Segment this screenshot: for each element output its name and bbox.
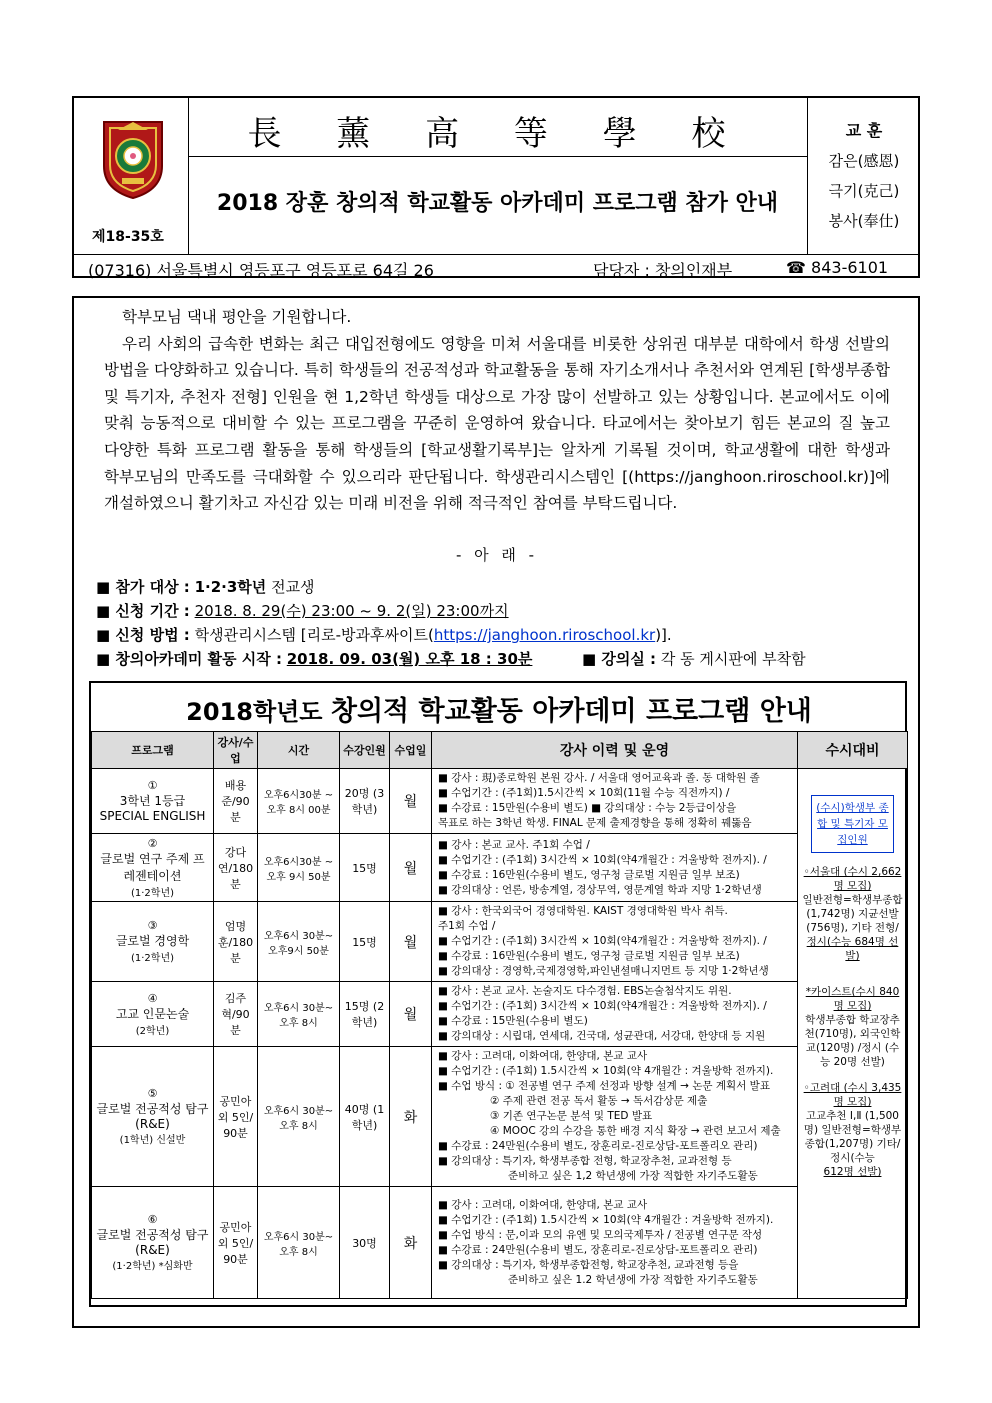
description-line: ■ 수강료 : 24만원(수용비 별도, 장훈리로-진로상담-포트폴리오 관리) <box>438 1140 758 1152</box>
description-line: ■ 강의대상 : 경영학,국제경영학,파인낸셜매니지먼트 등 지망 1·2학년생 <box>438 965 769 977</box>
header-capacity: 수강인원 <box>340 732 390 769</box>
program-box <box>89 681 907 1307</box>
description-line: ■ 강사 : 한국외국어 경영대학원. KAIST 경영대학원 박사 취득. <box>438 905 728 917</box>
start-label: ■ 창의아카데미 활동 시작 : <box>96 650 282 668</box>
header-description: 강사 이력 및 운영 <box>432 732 798 769</box>
day-cell: 월 <box>390 902 432 982</box>
issue-number: 제18-35호 <box>92 229 164 245</box>
description-cell <box>432 902 798 982</box>
day-cell: 월 <box>390 834 432 902</box>
description-line: ■ 강의대상 : 시립대, 연세대, 건국대, 성균관대, 서강대, 한양대 등 지원 <box>438 1030 766 1042</box>
description-line: 주1회 수업 / <box>438 920 496 932</box>
description-line: ■ 수업기간 : (주1회) 3시간씩 × 10회(약4개월간 : 겨울방학 전까지). / <box>438 853 767 866</box>
teacher-cell: 공민아 외 5인/ 90분 <box>214 1047 258 1187</box>
description-cell <box>432 1187 798 1299</box>
program-title-year: 2018학년도 <box>186 698 323 726</box>
program-number: ③ <box>147 919 158 932</box>
description-line: 준비하고 싶은 1,2 학년생에 가장 적합한 자기주도활동 <box>508 1170 758 1182</box>
program-name: 고교 인문논술 <box>115 1006 190 1021</box>
time-cell: 오후6시 30분~ 오후 8시 <box>258 982 340 1047</box>
kaist-detail: 학생부종합 학교장추천(710명), 외국인학교(120명) /정시 (수능 20명 선발) <box>804 1014 901 1068</box>
description-line: ■ 강의대상 : 언론, 방송계열, 경상무역, 영문계열 학과 지망 1·2학년생 <box>438 883 762 896</box>
capacity-cell: 15명 <box>340 902 390 982</box>
program-name: 글로벌 전공적성 탐구(R&E) <box>96 1102 209 1131</box>
header-day: 수업일 <box>390 732 432 769</box>
motto-item: 봉사(奉仕) <box>828 212 900 230</box>
description-line: ■ 수강료 : 24만원(수용비 별도, 장훈리로-진로상담-포트폴리오 관리) <box>438 1243 758 1256</box>
day-cell: 화 <box>390 1047 432 1187</box>
period-value: 2018. 8. 29(수) 23:00 ~ 9. 2(일) 23:00까지 <box>194 602 509 620</box>
teacher-cell: 강다연/180분 <box>214 834 258 902</box>
program-number: ① <box>147 779 158 792</box>
description-cell <box>432 982 798 1047</box>
program-target: (1·2학년) *심화반 <box>112 1261 193 1272</box>
program-table <box>91 731 908 1299</box>
contact-person: 담당자 : 창의인재부 <box>593 261 733 280</box>
description-line: ■ 수업 방식 : 문,이과 모의 유엔 및 모의국제투자 / 전공별 연구문 작성 <box>438 1228 763 1241</box>
room-label: ■ 강의실 : <box>581 650 657 668</box>
table-row <box>92 982 908 1047</box>
room-value: 각 동 게시판에 부착함 <box>660 650 806 668</box>
seoul-jeongsi: 정시(수능 684명 선발) <box>806 936 899 962</box>
period-label: ■ 신청 기간 : <box>96 602 190 620</box>
program-name-cell <box>92 1047 214 1187</box>
description-line: ■ 강사 : 본교 교사. 주1회 수업 / <box>438 838 590 851</box>
letter-paragraph: 우리 사회의 급속한 변화는 최근 대입전형에도 영향을 미쳐 서울대를 비롯한 상위권 대부분 대학에서 학생 선발의 방법을 다양화하고 있습니다. 특히 학생들의 전공적성과 학교활동을 통해 자기소개서나 추천서와 연계된 [학생부종합 및 특기자, 추천자 전형] 인원을 현 1,2학년 학생들 대상으로 가장 많이 선발하고 있는 상황입니다. 본교에서도 이에 맞춰 능동적으로 대비할 수 있는 프로그램을 꾸준히 운영하여 왔습니다. 타교에서는 찾아보기 힘든 본교의 질 높고 다양한 특화 프로그램 활동을 통해 학생들의 [학교생활기록부]는 알차게 기록될 것이며, 학교생활에 대한 학생과 학부모님의 만족도를 극대화할 수 있으리라 판단됩니다. 학생관리시스템인 [(https://janghoon.riroschool.kr)]에 개설하였으니 활기차고 자신감 있는 미래 비전을 위해 적극적인 참여를 부탁드립니다. <box>104 334 890 513</box>
description-line: ■ 수강료 : 16만원(수용비 별도, 영구청 글로벌 지원금 일부 보조) <box>438 950 740 962</box>
korea-title: ◦고려대 (수시 3,435명 모집) <box>803 1082 902 1108</box>
description-line: ■ 강의대상 : 특기자, 학생부종합전형, 학교장추천, 교과전형 등을 <box>438 1258 739 1271</box>
description-line: ■ 수강료 : 15만원(수용비 별도) ■ 강의대상 : 수능 2등급이상을 <box>438 802 737 814</box>
motto-item: 감은(感恩) <box>828 152 900 170</box>
riroschool-link[interactable]: https://janghoon.riroschool.kr <box>433 626 656 644</box>
info-method <box>96 624 672 645</box>
kaist-title: *카이스트(수시 840명 모집) <box>805 986 900 1012</box>
program-number: ④ <box>147 991 158 1005</box>
program-name: 글로벌 전공적성 탐구(R&E) <box>96 1228 209 1257</box>
program-name-cell <box>92 902 214 982</box>
table-row <box>92 1187 908 1299</box>
letterhead <box>72 96 920 278</box>
motto-item: 극기(克己) <box>828 182 900 200</box>
program-name-cell <box>92 769 214 834</box>
time-cell: 오후6시30분 ~ 오후 9시 50분 <box>258 834 340 902</box>
target-suffix: 전교생 <box>271 578 315 596</box>
program-number: ⑥ <box>147 1213 158 1226</box>
header-susi: 수시대비 <box>798 732 908 769</box>
start-value: 2018. 09. 03(월) 오후 18 : 30분 <box>286 650 533 668</box>
program-name: 3학년 1등급 SPECIAL ENGLISH <box>99 794 206 823</box>
seoul-title: ◦서울대 (수시 2,662명 모집) <box>803 866 902 892</box>
info-start <box>96 648 806 669</box>
description-line: ■ 강사 : 고려대, 이화여대, 한양대, 본교 교사 <box>438 1050 648 1062</box>
program-name: 글로벌 연구 주제 프레젠테이션 <box>100 851 205 883</box>
description-line: ■ 강의대상 : 특기자, 학생부종합 전형, 학교장추천, 교과전형 등 <box>438 1155 732 1167</box>
program-target: (1학년) 신설반 <box>119 1135 186 1146</box>
header-time: 시간 <box>258 732 340 769</box>
capacity-cell: 15명 <box>340 834 390 902</box>
ahrae-divider: - 아 래 - <box>455 546 539 564</box>
teacher-cell: 엄명훈/180분 <box>214 902 258 982</box>
description-line: ② 주제 관련 전공 독서 활동 → 독서감상문 제출 <box>490 1095 708 1107</box>
target-value: 1·2·3학년 <box>194 578 267 596</box>
target-label: ■ 참가 대상 : <box>96 578 190 596</box>
method-suffix: )]. <box>655 626 672 644</box>
description-line: ■ 수업기간 : (주1회) 3시간씩 × 10회(약4개월간 : 겨울방학 전까지). / <box>438 935 767 947</box>
capacity-cell: 20명 (3학년) <box>340 769 390 834</box>
day-cell: 월 <box>390 769 432 834</box>
description-cell <box>432 834 798 902</box>
program-title <box>91 689 907 728</box>
description-line: ■ 수업기간 : (주1회) 3시간씩 × 10회(약4개월간 : 겨울방학 전까지). / <box>438 1000 767 1012</box>
school-name: 長 薰 高 等 學 校 <box>247 114 748 154</box>
susi-box: (수시)학생부 종합 및 특기자 모집인원 <box>811 795 894 853</box>
method-label: ■ 신청 방법 : <box>96 626 190 644</box>
description-cell <box>432 1047 798 1187</box>
time-cell: 오후6시 30분~ 오후9시 50분 <box>258 902 340 982</box>
description-line: 준비하고 싶은 1.2 학년생에 가장 적합한 자기주도활동 <box>508 1273 758 1286</box>
program-target: (2학년) <box>135 1025 170 1037</box>
program-name: 글로벌 경영학 <box>115 934 190 948</box>
capacity-cell: 15명 (2학년) <box>340 982 390 1047</box>
description-line: ■ 수업기간 : (주1회)1.5시간씩 × 10회(11월 수능 직전까지) / <box>438 787 730 799</box>
program-target: (1·2학년) <box>130 953 175 964</box>
teacher-cell: 공민아 외 5인/ 90분 <box>214 1187 258 1299</box>
program-target: (1·2학년) <box>130 887 175 899</box>
korea-detail: 고교추천 Ⅰ,Ⅱ (1,500명) 일반전형=학생부종합(1,207명) 기타/정시(수능 <box>803 1110 902 1164</box>
document-title: 2018 장훈 창의적 학교활동 아카데미 프로그램 참가 안내 <box>216 191 779 216</box>
info-period <box>96 600 509 621</box>
program-number: ⑤ <box>147 1087 158 1100</box>
program-title-main: 창의적 학교활동 아카데미 프로그램 안내 <box>330 696 812 727</box>
description-line: ④ MOOC 강의 수강을 통한 배경 지식 확장 → 관련 보고서 제출 <box>490 1125 781 1137</box>
day-cell: 화 <box>390 1187 432 1299</box>
letter-text <box>104 304 890 517</box>
program-name-cell <box>92 982 214 1047</box>
description-line: ■ 강사 : 본교 교사. 논술지도 다수경험. EBS논술첨삭지도 위원. <box>438 985 732 997</box>
description-line: ■ 수강료 : 16만원(수용비 별도, 영구청 글로벌 지원금 일부 보조) <box>438 868 740 881</box>
header-program: 프로그램 <box>92 732 214 769</box>
description-line: ■ 수업기간 : (주1회) 1.5시간씩 × 10회(약 4개월간 : 겨울방학 전까지). <box>438 1065 774 1077</box>
table-row <box>92 902 908 982</box>
table-row <box>92 834 908 902</box>
table-header-row <box>92 732 908 769</box>
korea-jeongsi: 612명 선발) <box>823 1166 882 1178</box>
description-line: ■ 강사 : 現)종로학원 본원 강사. / 서울대 영어교육과 졸. 동 대학원 졸 <box>438 772 760 784</box>
telephone-icon: ☎ <box>786 258 806 277</box>
teacher-cell: 김주혁/90분 <box>214 982 258 1047</box>
time-cell: 오후6시30분 ~ 오후 8시 00분 <box>258 769 340 834</box>
description-line: ■ 수업기간 : (주1회) 1.5시간씩 × 10회(약 4개월간 : 겨울방학 전까지). <box>438 1213 774 1226</box>
capacity-cell: 30명 <box>340 1187 390 1299</box>
greeting: 학부모님 댁내 평안을 기원합니다. <box>122 308 352 326</box>
time-cell: 오후6시 30분~ 오후 8시 <box>258 1047 340 1187</box>
info-target <box>96 576 315 597</box>
seoul-detail: 일반전형=학생부종합(1,742명) 지균선발(756명), 기타 전형/ <box>802 894 903 934</box>
description-line: ■ 수업 방식 : ① 전공별 연구 주제 선정과 방향 설계 → 논문 계획서 발표 <box>438 1080 770 1092</box>
phone-value: 843-6101 <box>811 258 889 277</box>
description-cell <box>432 769 798 834</box>
phone-number <box>786 258 888 277</box>
teacher-cell: 배용준/90분 <box>214 769 258 834</box>
description-line: 목표로 하는 3학년 학생. FINAL 문제 출제경향을 통해 정확히 꿰뚫음 <box>438 817 752 829</box>
motto-title: 교 훈 <box>845 121 883 140</box>
time-cell: 오후6시 30분~ 오후 8시 <box>258 1187 340 1299</box>
capacity-cell: 40명 (1학년) <box>340 1047 390 1187</box>
school-emblem-icon <box>100 116 166 200</box>
school-address: (07316) 서울특별시 영등포구 영등포로 64길 26 <box>88 261 434 280</box>
description-line: ■ 강사 : 고려대, 이화여대, 한양대, 본교 교사 <box>438 1198 648 1211</box>
day-cell: 월 <box>390 982 432 1047</box>
description-line: ■ 수강료 : 15만원(수용비 별도) <box>438 1015 588 1027</box>
header-teacher: 강사/수업 <box>214 732 258 769</box>
table-row <box>92 1047 908 1187</box>
table-row <box>92 769 908 834</box>
description-line: ③ 기존 연구논문 분석 및 TED 발표 <box>490 1110 653 1122</box>
program-name-cell <box>92 834 214 902</box>
method-prefix: 학생관리시스템 [리로-방과후싸이트( <box>194 626 434 644</box>
school-motto <box>808 116 920 236</box>
program-name-cell <box>92 1187 214 1299</box>
program-number: ② <box>147 836 158 850</box>
susi-sidebar <box>798 769 908 1299</box>
